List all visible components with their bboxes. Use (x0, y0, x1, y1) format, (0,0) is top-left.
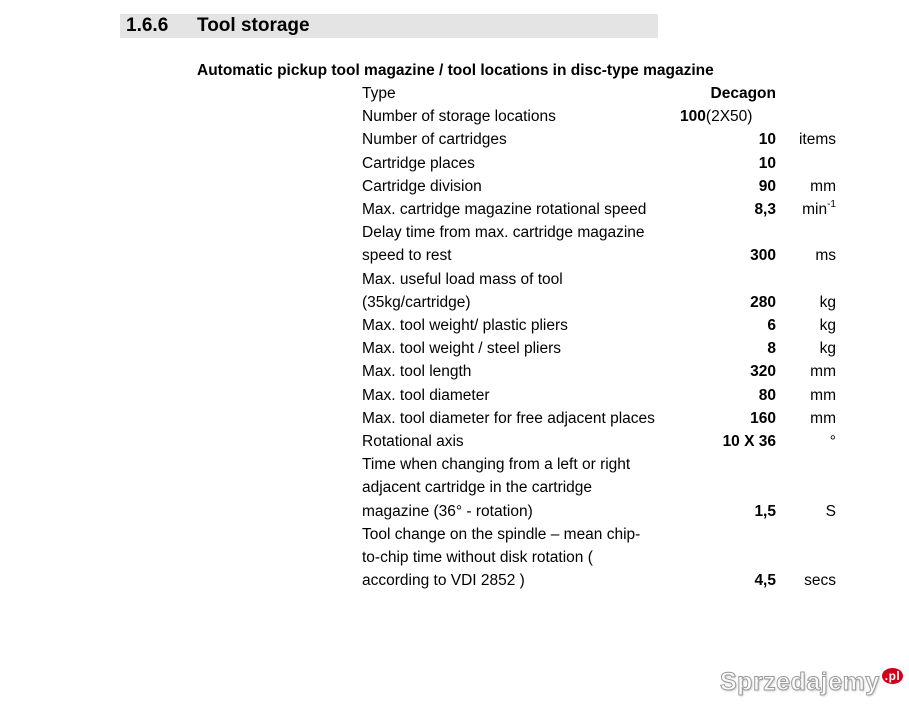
spec-label-line: Max. tool length (362, 363, 472, 381)
spec-unit-text: min (802, 201, 828, 219)
spec-unit (776, 244, 836, 267)
spec-row (362, 523, 852, 593)
spec-label-line: Max. tool diameter (362, 386, 490, 404)
spec-unit-text: ms (815, 247, 836, 265)
spec-label-line: Max. useful load mass of tool (362, 270, 563, 288)
spec-unit-text: kg (819, 317, 836, 335)
table-subtitle: Automatic pickup tool magazine / tool locations in disc-type magazine (197, 62, 714, 79)
spec-label-line: (35kg/cartridge) (362, 293, 471, 311)
spec-value (682, 291, 776, 314)
spec-row (362, 82, 852, 105)
spec-row (362, 198, 852, 221)
spec-row (362, 314, 852, 337)
spec-row (362, 360, 852, 383)
spec-label-line: according to VDI 2852 ) (362, 572, 525, 590)
spec-value (682, 360, 776, 383)
section-header (120, 14, 658, 38)
spec-table (362, 82, 852, 592)
spec-label-line: Cartridge division (362, 177, 482, 195)
spec-unit-text: mm (810, 386, 836, 404)
spec-value-main: 10 (758, 131, 776, 149)
spec-label (362, 221, 682, 267)
spec-label (362, 105, 680, 128)
spec-unit-text: mm (810, 363, 836, 381)
spec-label (362, 175, 682, 198)
spec-label (362, 453, 682, 523)
spec-label-line: Cartridge places (362, 154, 475, 172)
spec-unit-superscript: -1 (827, 198, 836, 210)
spec-value-main: 160 (750, 409, 776, 427)
spec-row (362, 105, 852, 128)
spec-label (362, 523, 682, 593)
spec-unit (776, 198, 836, 221)
spec-label (362, 430, 682, 453)
spec-unit-text: items (798, 131, 836, 149)
spec-label (362, 268, 682, 314)
watermark-badge: .pl (882, 668, 904, 684)
spec-unit (776, 384, 836, 407)
spec-value-main: Decagon (710, 85, 776, 102)
spec-value-main: 320 (750, 363, 776, 381)
spec-unit (776, 500, 836, 523)
spec-unit (776, 128, 836, 151)
spec-value (682, 175, 776, 198)
spec-label-line: Max. cartridge magazine rotational speed (362, 201, 647, 219)
spec-label-line: Rotational axis (362, 433, 464, 451)
spec-unit (776, 175, 836, 198)
spec-row (362, 430, 852, 453)
spec-value (682, 569, 776, 592)
spec-unit (776, 360, 836, 383)
spec-unit-text: secs (804, 572, 836, 590)
spec-value (682, 244, 776, 267)
spec-unit (776, 569, 836, 592)
spec-label (362, 314, 682, 337)
spec-label (362, 407, 682, 430)
spec-value (682, 407, 776, 430)
spec-label (362, 198, 682, 221)
spec-label-line: speed to rest (362, 247, 452, 265)
spec-label-line: Number of cartridges (362, 131, 507, 149)
spec-row (362, 221, 852, 267)
spec-value (682, 128, 776, 151)
spec-label (362, 337, 682, 360)
watermark-text: Sprzedajemy (720, 668, 880, 696)
spec-label (362, 82, 682, 105)
spec-label-line: Time when changing from a left or right (362, 456, 631, 474)
spec-label (362, 360, 682, 383)
spec-label (362, 128, 682, 151)
spec-row (362, 268, 852, 314)
spec-row (362, 407, 852, 430)
spec-value-main: 300 (750, 247, 776, 265)
spec-value (682, 500, 776, 523)
spec-value (680, 105, 792, 128)
spec-value (682, 152, 776, 175)
spec-value (682, 430, 776, 453)
spec-unit (776, 291, 836, 314)
spec-value (682, 337, 776, 360)
spec-value-main: 100 (680, 108, 706, 126)
spec-row (362, 152, 852, 175)
spec-row (362, 175, 852, 198)
spec-label-line: adjacent cartridge in the cartridge (362, 479, 593, 497)
spec-value-main: 280 (750, 293, 776, 311)
spec-unit-text: S (825, 502, 836, 520)
spec-value-main: 1,5 (754, 502, 776, 520)
spec-label (362, 384, 682, 407)
spec-value-main: 90 (758, 177, 776, 195)
spec-value-main: 4,5 (754, 572, 776, 590)
spec-label-line: Max. tool weight / steel pliers (362, 340, 562, 358)
spec-unit (776, 407, 836, 430)
spec-unit (776, 314, 836, 337)
spec-unit-text: kg (819, 293, 836, 311)
spec-row (362, 337, 852, 360)
spec-value (682, 82, 776, 105)
spec-unit (776, 337, 836, 360)
section-title: Tool storage (197, 15, 310, 36)
spec-value-main: 8 (767, 340, 776, 358)
spec-label-line: Delay time from max. cartridge magazine (362, 224, 645, 242)
spec-unit (776, 430, 836, 453)
spec-value-main: 6 (767, 317, 776, 335)
spec-label-line: to-chip time without disk rotation ( (362, 549, 593, 567)
spec-label-line: Max. tool weight/ plastic pliers (362, 317, 568, 335)
spec-label (362, 152, 682, 175)
spec-label-line: Number of storage locations (362, 108, 556, 126)
spec-value-main: 80 (758, 386, 776, 404)
spec-value-main: 8,3 (754, 201, 776, 219)
watermark-logo (720, 668, 903, 697)
spec-unit-text: mm (810, 409, 836, 427)
spec-row (362, 384, 852, 407)
spec-unit-text: ° (829, 433, 836, 451)
spec-row (362, 128, 852, 151)
spec-value (682, 198, 776, 221)
spec-label-line: Type (362, 85, 396, 102)
spec-label-line: Max. tool diameter for free adjacent places (362, 409, 655, 427)
spec-label-line: Tool change on the spindle – mean chip- (362, 525, 641, 543)
spec-value-main: 10 (758, 154, 776, 172)
spec-value-extra: (2X50) (705, 108, 753, 126)
spec-value (682, 314, 776, 337)
spec-unit-text: kg (819, 340, 836, 358)
section-number: 1.6.6 (126, 15, 169, 36)
spec-value-main: 10 X 36 (722, 433, 776, 451)
spec-row (362, 453, 852, 523)
spec-unit-text: mm (810, 177, 836, 195)
spec-label-line: magazine (36° - rotation) (362, 502, 533, 520)
spec-value (682, 384, 776, 407)
